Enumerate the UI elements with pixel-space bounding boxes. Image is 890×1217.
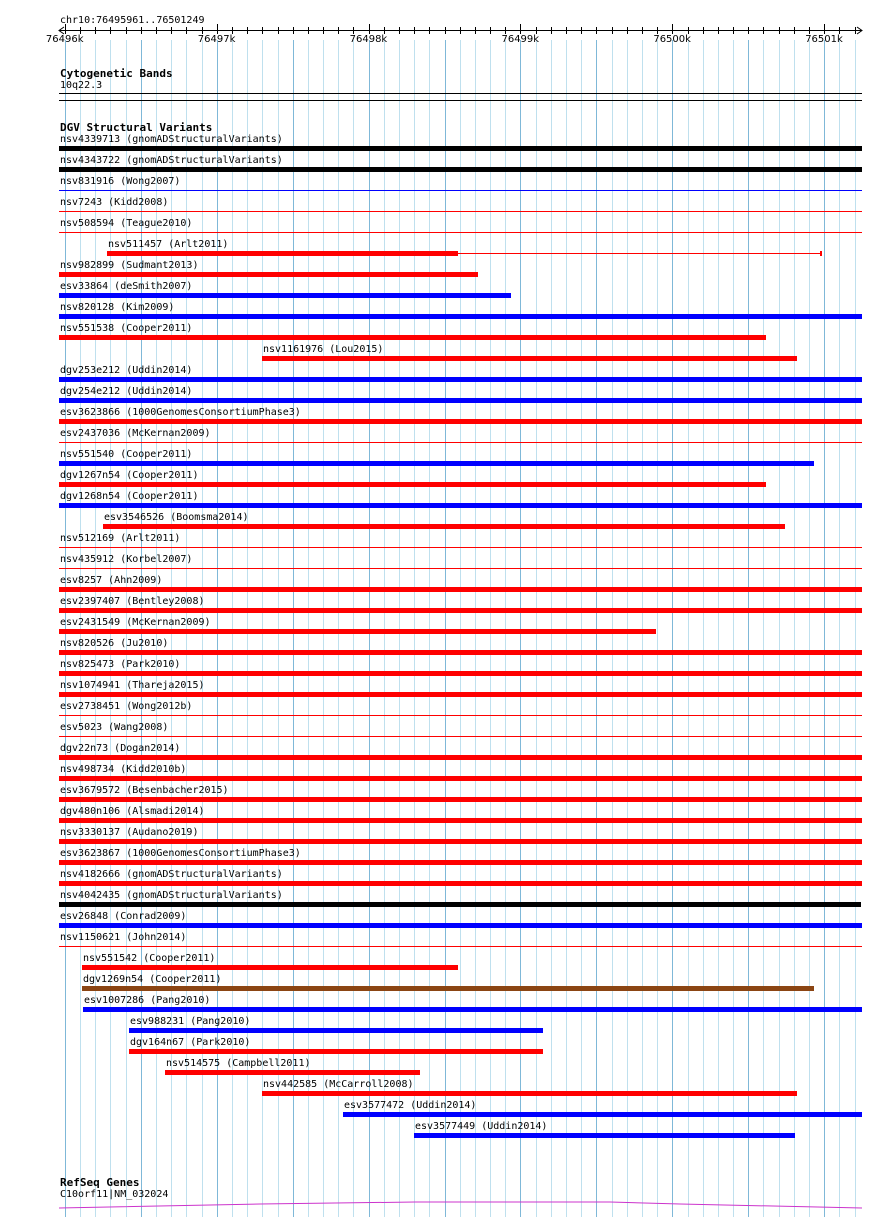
variant-bar[interactable] (414, 1133, 795, 1138)
variant-label[interactable]: nsv831916 (Wong2007) (60, 176, 181, 187)
ruler-axis[interactable] (0, 0, 890, 50)
variant-bar[interactable] (59, 860, 862, 865)
variant-bar[interactable] (59, 398, 862, 403)
variant-bar[interactable] (343, 1112, 862, 1117)
variant-bar[interactable] (59, 293, 511, 298)
variant-bar[interactable] (59, 650, 862, 655)
track-divider (59, 100, 862, 101)
variant-bar[interactable] (59, 629, 656, 634)
variant-label[interactable]: nsv4042435 (gnomADStructuralVariants) (60, 890, 283, 901)
variant-label[interactable]: nsv3330137 (Audano2019) (60, 827, 199, 838)
variant-bar[interactable] (59, 335, 766, 340)
variant-label[interactable]: dgv22n73 (Dogan2014) (60, 743, 181, 754)
variant-bar[interactable] (59, 671, 862, 676)
variant-bar[interactable] (59, 797, 862, 802)
variant-bar[interactable] (59, 587, 862, 592)
variant-label[interactable]: esv2397407 (Bentley2008) (60, 596, 205, 607)
variant-label[interactable]: nsv551542 (Cooper2011) (83, 953, 216, 964)
variant-label[interactable]: dgv1269n54 (Cooper2011) (83, 974, 222, 985)
variant-bar[interactable] (59, 272, 478, 277)
cytoband-track-title: Cytogenetic Bands (60, 67, 173, 80)
variant-span-line[interactable] (59, 442, 862, 443)
variant-span-line[interactable] (59, 715, 862, 716)
variant-label[interactable]: nsv4343722 (gnomADStructuralVariants) (60, 155, 283, 166)
variant-label[interactable]: dgv254e212 (Uddin2014) (60, 386, 193, 397)
variant-label[interactable]: esv3623866 (1000GenomesConsortiumPhase3) (60, 407, 301, 418)
variant-bar[interactable] (262, 356, 797, 361)
variant-bar[interactable] (59, 419, 862, 424)
variant-label[interactable]: esv3623867 (1000GenomesConsortiumPhase3) (60, 848, 301, 859)
variant-bar[interactable] (82, 986, 814, 991)
variant-label[interactable]: esv3577449 (Uddin2014) (415, 1121, 548, 1132)
variant-span-line[interactable] (59, 736, 862, 737)
variant-label[interactable]: esv26848 (Conrad2009) (60, 911, 187, 922)
refseq-gene-line[interactable] (0, 1197, 890, 1217)
variant-label[interactable]: esv2431549 (McKernan2009) (60, 617, 211, 628)
variant-label[interactable]: nsv512169 (Arlt2011) (60, 533, 181, 544)
variant-label[interactable]: nsv7243 (Kidd2008) (60, 197, 169, 208)
variant-span-line[interactable] (59, 568, 862, 569)
variant-label[interactable]: dgv1268n54 (Cooper2011) (60, 491, 199, 502)
variant-bar[interactable] (59, 776, 862, 781)
ruler-tick-label: 76501k (805, 34, 843, 45)
variant-bar[interactable] (59, 881, 862, 886)
variant-bar[interactable] (59, 608, 862, 613)
variant-label[interactable]: esv1007286 (Pang2010) (84, 995, 211, 1006)
variant-bar[interactable] (129, 1028, 544, 1033)
variant-label[interactable]: nsv820128 (Kim2009) (60, 302, 175, 313)
variant-label[interactable]: esv33864 (deSmith2007) (60, 281, 193, 292)
variant-label[interactable]: nsv1161976 (Lou2015) (263, 344, 384, 355)
variant-label[interactable]: esv3679572 (Besenbacher2015) (60, 785, 229, 796)
variant-label[interactable]: esv2738451 (Wong2012b) (60, 701, 193, 712)
variant-label[interactable]: nsv1150621 (John2014) (60, 932, 187, 943)
variant-label[interactable]: nsv514575 (Campbell2011) (166, 1058, 311, 1069)
variant-label[interactable]: nsv825473 (Park2010) (60, 659, 181, 670)
variant-bar[interactable] (59, 902, 861, 907)
variant-label[interactable]: esv2437036 (McKernan2009) (60, 428, 211, 439)
variant-label[interactable]: dgv1267n54 (Cooper2011) (60, 470, 199, 481)
variant-label[interactable]: dgv480n106 (Alsmadi2014) (60, 806, 205, 817)
variant-label[interactable]: nsv982899 (Sudmant2013) (60, 260, 199, 271)
variant-bar[interactable] (59, 755, 862, 760)
ruler-tick-label: 76496k (45, 34, 84, 45)
variant-label[interactable]: esv3546526 (Boomsma2014) (104, 512, 249, 523)
variant-label[interactable]: nsv4182666 (gnomADStructuralVariants) (60, 869, 283, 880)
variant-label[interactable]: nsv435912 (Korbel2007) (60, 554, 193, 565)
refseq-track-title: RefSeq Genes (60, 1176, 140, 1189)
variant-label[interactable]: nsv1074941 (Thareja2015) (60, 680, 205, 691)
variant-thin-extension[interactable] (458, 253, 819, 254)
variant-label[interactable]: nsv4339713 (gnomADStructuralVariants) (60, 134, 283, 145)
variant-bar[interactable] (59, 377, 862, 382)
variant-label[interactable]: esv5023 (Wang2008) (60, 722, 169, 733)
variant-bar[interactable] (165, 1070, 420, 1075)
variant-bar[interactable] (103, 524, 785, 529)
variant-span-line[interactable] (59, 232, 862, 233)
variant-label[interactable]: nsv820526 (Ju2010) (60, 638, 169, 649)
variant-bar[interactable] (59, 314, 862, 319)
cytoband-bar[interactable] (59, 93, 862, 94)
variant-label[interactable]: nsv498734 (Kidd2010b) (60, 764, 187, 775)
variant-label[interactable]: esv3577472 (Uddin2014) (344, 1100, 477, 1111)
variant-bar[interactable] (59, 503, 862, 508)
variant-bar[interactable] (82, 965, 459, 970)
variant-span-line[interactable] (59, 946, 862, 947)
variant-bar[interactable] (59, 461, 814, 466)
cytoband-label: 10q22.3 (60, 80, 103, 91)
refseq-gene-label[interactable]: C10orf11|NM_032024 (60, 1189, 169, 1200)
variant-bar[interactable] (107, 251, 458, 256)
dgv-track-title: DGV Structural Variants (60, 121, 213, 134)
ruler-tick-label: 76497k (197, 34, 236, 45)
variant-span-line[interactable] (59, 547, 862, 548)
variant-span-line[interactable] (59, 211, 862, 212)
ruler-tick-label: 76498k (349, 34, 388, 45)
variant-end-cap (820, 251, 822, 256)
variant-bar[interactable] (262, 1091, 797, 1096)
ruler-tick-label: 76499k (501, 34, 540, 45)
variant-bar[interactable] (59, 167, 862, 172)
variant-bar[interactable] (59, 482, 766, 487)
variant-bar[interactable] (59, 146, 862, 151)
variant-label[interactable]: dgv253e212 (Uddin2014) (60, 365, 193, 376)
variant-label[interactable]: nsv511457 (Arlt2011) (108, 239, 229, 250)
variant-label[interactable]: nsv551540 (Cooper2011) (60, 449, 193, 460)
variant-label[interactable]: esv988231 (Pang2010) (130, 1016, 251, 1027)
variant-label[interactable]: esv8257 (Ahn2009) (60, 575, 163, 586)
variant-bar[interactable] (129, 1049, 544, 1054)
variant-bar[interactable] (59, 923, 862, 928)
variant-bar[interactable] (59, 692, 862, 697)
variant-label[interactable]: nsv508594 (Teague2010) (60, 218, 193, 229)
ruler-location: chr10:76495961..76501249 (60, 15, 205, 26)
variant-bar[interactable] (59, 839, 862, 844)
variant-bar[interactable] (59, 818, 862, 823)
variant-span-line[interactable] (59, 190, 862, 191)
variant-label[interactable]: nsv442585 (McCarroll2008) (263, 1079, 414, 1090)
ruler-tick-label: 76500k (653, 34, 691, 45)
variant-bar[interactable] (83, 1007, 862, 1012)
variant-label[interactable]: dgv164n67 (Park2010) (130, 1037, 251, 1048)
variant-label[interactable]: nsv551538 (Cooper2011) (60, 323, 193, 334)
